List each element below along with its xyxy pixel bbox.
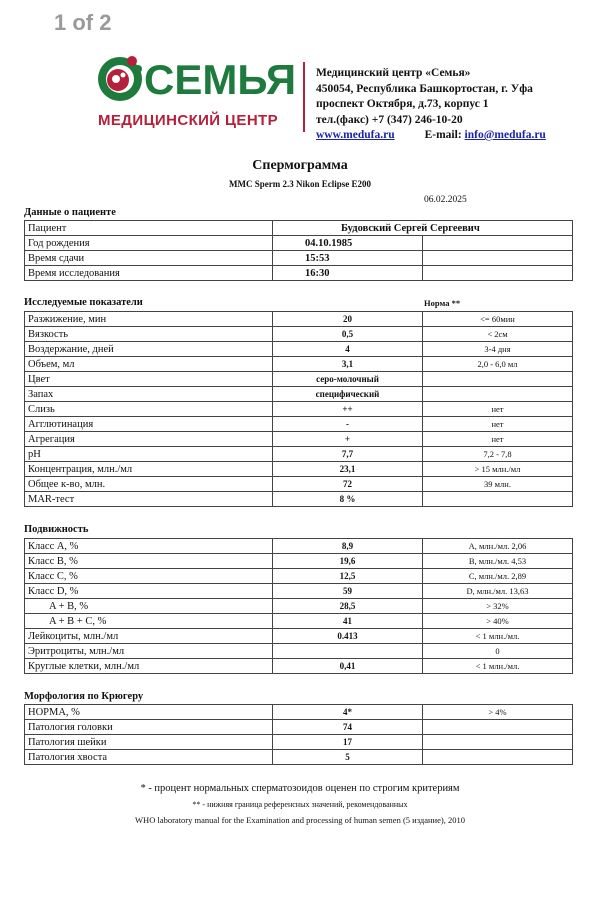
table-row <box>25 417 573 432</box>
row-value <box>273 644 423 659</box>
table-row <box>25 462 573 477</box>
row-label: Время сдачи <box>25 251 273 266</box>
row-norm: A, млн./мл. 2,06 <box>423 539 573 554</box>
row-value: 7,7 <box>273 447 423 462</box>
table-row <box>25 750 573 765</box>
row-label: Агглютинация <box>25 417 273 432</box>
row-norm: 7,2 - 7,8 <box>423 447 573 462</box>
table-row <box>25 614 573 629</box>
footnote-reference: ** - нижняя граница референсных значений, рекомендованных <box>192 800 408 809</box>
table-row <box>25 644 573 659</box>
row-label: Цвет <box>25 372 273 387</box>
table-row <box>25 539 573 554</box>
contact-phone: тел.(факс) +7 (347) 246-10-20 <box>316 113 463 126</box>
row-label: Класс C, % <box>25 569 273 584</box>
family-emblem-icon <box>96 52 146 104</box>
row-label: Класс B, % <box>25 554 273 569</box>
row-label: A + B, % <box>25 599 273 614</box>
contact-block <box>316 66 546 144</box>
table-row <box>25 720 573 735</box>
contact-clinic-name: Медицинский центр «Семья» <box>316 67 471 79</box>
table-row <box>25 584 573 599</box>
row-label: Запах <box>25 387 273 402</box>
document-date: 06.02.2025 <box>424 195 467 205</box>
document-subtitle: MMC Sperm 2.3 Nikon Eclipse E200 <box>228 179 371 189</box>
row-label: Концентрация, млн./мл <box>25 462 273 477</box>
row-value: 72 <box>273 477 423 492</box>
header-divider <box>303 62 305 132</box>
row-norm: 39 млн. <box>423 477 573 492</box>
table-row <box>25 402 573 417</box>
row-norm: нет <box>423 417 573 432</box>
row-label: Патология головки <box>25 720 273 735</box>
row-value: 8,9 <box>273 539 423 554</box>
contact-street: проспект Октября, д.73, корпус 1 <box>316 98 489 110</box>
row-label: Класс A, % <box>25 539 273 554</box>
row-value: - <box>273 417 423 432</box>
table-row <box>25 372 573 387</box>
row-value: 3,1 <box>273 357 423 372</box>
row-norm <box>423 735 573 750</box>
row-value: 04.10.1985 <box>273 236 423 251</box>
row-label: MAR-тест <box>25 492 273 507</box>
row-empty <box>423 266 573 281</box>
row-norm: > 15 млн./мл <box>423 462 573 477</box>
row-norm: нет <box>423 402 573 417</box>
row-label: A + B + C, % <box>25 614 273 629</box>
row-norm: 2,0 - 6,0 мл <box>423 357 573 372</box>
row-norm: C, млн./мл. 2,89 <box>423 569 573 584</box>
table-row <box>25 477 573 492</box>
row-value: 0.413 <box>273 629 423 644</box>
website-link[interactable]: www.medufa.ru <box>316 129 395 141</box>
row-value: 0,5 <box>273 327 423 342</box>
patient-section-title: Данные о пациенте <box>24 207 116 218</box>
row-value: 59 <box>273 584 423 599</box>
table-row <box>25 554 573 569</box>
table-row <box>25 342 573 357</box>
row-label: Время исследования <box>25 266 273 281</box>
row-value: + <box>273 432 423 447</box>
table-row <box>25 735 573 750</box>
row-norm <box>423 492 573 507</box>
row-label: Вязкость <box>25 327 273 342</box>
row-label: Эритроциты, млн./мл <box>25 644 273 659</box>
row-norm: B, млн./мл. 4,53 <box>423 554 573 569</box>
row-value: 4 <box>273 342 423 357</box>
row-norm <box>423 387 573 402</box>
indicators-section-title: Исследуемые показатели <box>24 297 143 308</box>
row-norm: 0 <box>423 644 573 659</box>
brand-name: СЕМЬЯ <box>144 56 297 103</box>
table-row <box>25 629 573 644</box>
row-value: 20 <box>273 312 423 327</box>
table-row <box>25 221 573 236</box>
row-value: 28,5 <box>273 599 423 614</box>
row-empty <box>423 236 573 251</box>
row-label: Общее к-во, млн. <box>25 477 273 492</box>
row-value: 17 <box>273 735 423 750</box>
row-value: серо-молочный <box>273 372 423 387</box>
row-value: 15:53 <box>273 251 423 266</box>
row-label: Воздержание, дней <box>25 342 273 357</box>
table-row <box>25 569 573 584</box>
row-value: 0,41 <box>273 659 423 674</box>
brand-subtitle: МЕДИЦИНСКИЙ ЦЕНТР <box>98 112 279 129</box>
row-label: Класс D, % <box>25 584 273 599</box>
row-norm <box>423 720 573 735</box>
row-empty <box>423 251 573 266</box>
motility-section-title: Подвижность <box>24 524 89 535</box>
row-norm: < 1 млн./мл. <box>423 659 573 674</box>
email-label: E-mail: <box>424 129 462 141</box>
table-row <box>25 251 573 266</box>
row-norm: > 40% <box>423 614 573 629</box>
row-label: Пациент <box>25 221 273 236</box>
row-value: 19,6 <box>273 554 423 569</box>
row-value: 12,5 <box>273 569 423 584</box>
norm-column-header: Норма ** <box>424 298 461 308</box>
row-norm: нет <box>423 432 573 447</box>
table-row <box>25 387 573 402</box>
row-label: Лейкоциты, млн./мл <box>25 629 273 644</box>
patient-table <box>24 220 573 281</box>
row-value: 23,1 <box>273 462 423 477</box>
contact-address: 450054, Республика Башкортостан, г. Уфа <box>316 82 533 95</box>
footnote-who-manual: WHO laboratory manual for the Examination and processing of human semen (5 издание), 2010 <box>135 815 465 825</box>
table-row <box>25 599 573 614</box>
row-value: 4* <box>273 705 423 720</box>
footnote-strict-criteria: * - процент нормальных сперматозоидов оценен по строгим критериям <box>140 783 460 794</box>
table-row <box>25 327 573 342</box>
morphology-table <box>24 704 573 765</box>
row-label: Год рождения <box>25 236 273 251</box>
row-value: 16:30 <box>273 266 423 281</box>
table-row <box>25 659 573 674</box>
row-value: 74 <box>273 720 423 735</box>
row-label: НОРМА, % <box>25 705 273 720</box>
motility-table <box>24 538 573 674</box>
row-label: Патология шейки <box>25 735 273 750</box>
table-row <box>25 312 573 327</box>
row-label: pH <box>25 447 273 462</box>
table-row <box>25 705 573 720</box>
indicators-table <box>24 311 573 507</box>
row-norm: 3-4 дня <box>423 342 573 357</box>
row-norm <box>423 372 573 387</box>
clinic-logo <box>96 52 302 138</box>
row-norm: > 4% <box>423 705 573 720</box>
row-value: ++ <box>273 402 423 417</box>
table-row <box>25 357 573 372</box>
table-row <box>25 432 573 447</box>
row-value: специфический <box>273 387 423 402</box>
morphology-section-title: Морфология по Крюгеру <box>24 691 144 702</box>
email-link[interactable]: info@medufa.ru <box>464 129 546 141</box>
table-row <box>25 266 573 281</box>
row-value: 8 % <box>273 492 423 507</box>
row-value: 5 <box>273 750 423 765</box>
document-title: Спермограмма <box>252 158 348 173</box>
row-norm: < 2см <box>423 327 573 342</box>
patient-name: Будовский Сергей Сергеевич <box>273 221 573 236</box>
page-counter: 1 of 2 <box>54 10 112 35</box>
row-norm: D, млн./мл. 13,63 <box>423 584 573 599</box>
table-row <box>25 236 573 251</box>
row-label: Агрегация <box>25 432 273 447</box>
row-norm: > 32% <box>423 599 573 614</box>
row-norm <box>423 750 573 765</box>
row-label: Объем, мл <box>25 357 273 372</box>
row-label: Круглые клетки, млн./мл <box>25 659 273 674</box>
row-norm: <= 60мин <box>423 312 573 327</box>
row-value: 41 <box>273 614 423 629</box>
row-label: Патология хвоста <box>25 750 273 765</box>
table-row <box>25 492 573 507</box>
row-norm: < 1 млн./мл. <box>423 629 573 644</box>
table-row <box>25 447 573 462</box>
row-label: Слизь <box>25 402 273 417</box>
row-label: Разжижение, мин <box>25 312 273 327</box>
